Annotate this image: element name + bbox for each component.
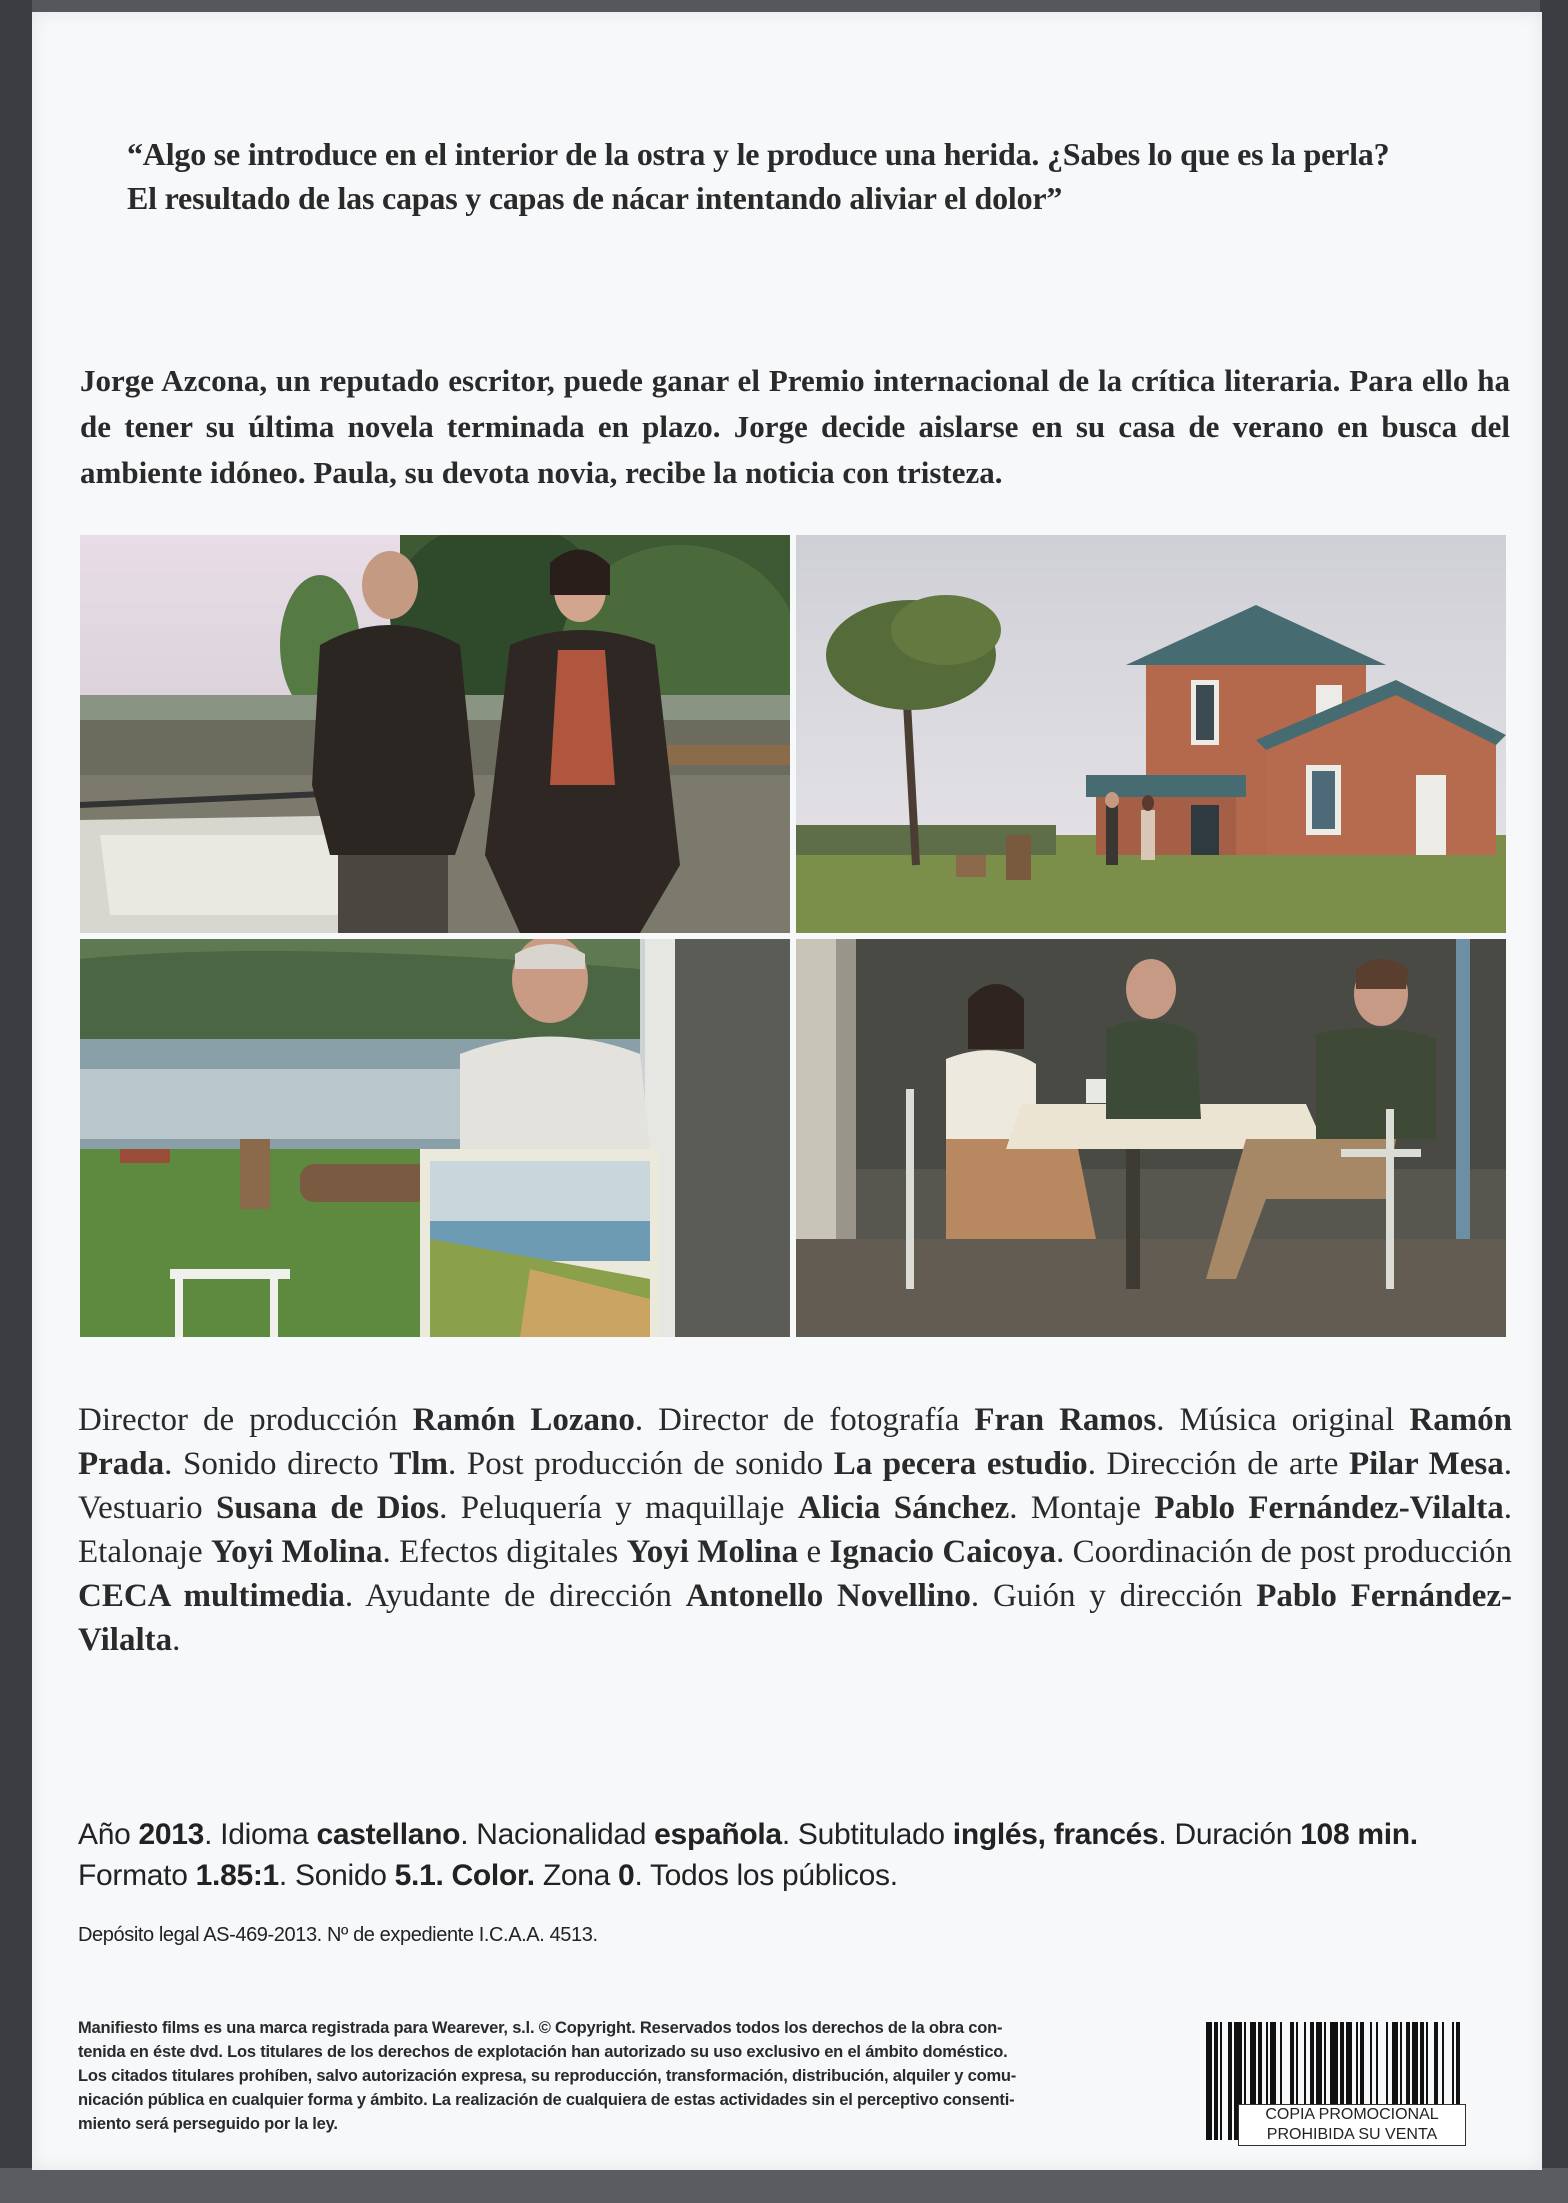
credit-name: CECA multimedia — [78, 1578, 345, 1614]
tagline-quote — [127, 132, 1507, 220]
synopsis: Jorge Azcona, un reputado escritor, puede ganar el Premio internacional de la crítica literaria. Para ello ha de tener su última novela terminada en plazo. Jorge decide aislarse en su casa de verano en busca del ambiente idóneo. Paula, su devota novia, recibe la noticia con tristeza. — [80, 363, 1510, 490]
credit-name: Susana de Dios — [216, 1490, 440, 1526]
credit-role: Etalonaje — [78, 1534, 203, 1570]
credit-role: Ayudante de dirección — [365, 1578, 672, 1614]
copyright-line: miento será perseguido por la ley. — [78, 2115, 338, 2133]
credit-name: Ignacio Caicoya — [829, 1534, 1057, 1570]
spec-value: castellano — [316, 1818, 461, 1851]
quote-line-1: “Algo se introduce en el interior de la ostra y le produce una herida. ¿Sabes lo que es la perla? — [127, 136, 1390, 172]
credit-role: Música original — [1179, 1402, 1395, 1438]
credit-name: Ramón Prada — [78, 1402, 1513, 1482]
credit-role: Coordinación de post producción — [1072, 1534, 1512, 1570]
credit-role: Vestuario — [78, 1490, 203, 1526]
credit-role: Dirección de arte — [1106, 1446, 1339, 1482]
credit-role: Director de fotografía — [658, 1402, 960, 1438]
barcode-bar — [1214, 2022, 1218, 2140]
credit-name: Pilar Mesa — [1349, 1446, 1504, 1482]
specs-line-1: Año 2013. Idioma castellano. Nacionalidad española. Subtitulado inglés, francés. Duración 108 min. — [78, 1818, 1418, 1851]
case-edge-left — [0, 0, 32, 2203]
copyright-notice — [78, 2016, 1188, 2136]
credit-name: Ramón Lozano — [412, 1402, 635, 1438]
barcode-bar — [1220, 2022, 1222, 2140]
copyright-line: nicación pública en cualquier forma y ámbito. La realización de cualquiera de estas actividades sin el perceptivo consenti- — [78, 2091, 1015, 2109]
copyright-line: Manifiesto films es una marca registrada para Wearever, s.l. © Copyright. Reservados todos los derechos de la obra con- — [78, 2019, 1003, 2037]
quote-line-2: El resultado de las capas y capas de nácar intentando aliviar el dolor” — [127, 180, 1063, 216]
credit-role: Post producción de sonido — [466, 1446, 824, 1482]
promo-label — [1238, 2104, 1466, 2146]
credit-role: Director de producción — [78, 1402, 398, 1438]
spec-value: 0 — [618, 1859, 635, 1892]
dvd-back-cover — [32, 12, 1542, 2170]
credit-role: Sonido directo — [183, 1446, 379, 1482]
specs-audience: Todos los públicos. — [649, 1859, 898, 1892]
promo-line-1: COPIA PROMOCIONAL — [1265, 2106, 1439, 2123]
spec-label: Nacionalidad — [476, 1818, 647, 1851]
specs-line-2: Formato 1.85:1. Sonido 5.1. Color. Zona 0. Todos los públicos. — [78, 1859, 898, 1892]
credit-name: Fran Ramos — [974, 1402, 1157, 1438]
spec-value: 5.1. Color. — [394, 1859, 535, 1892]
credit-name: La pecera estudio — [833, 1446, 1088, 1482]
case-edge-bottom — [0, 2168, 1568, 2203]
spec-value: española — [654, 1818, 782, 1851]
credit-role: Peluquería y maquillaje — [460, 1490, 785, 1526]
barcode-bar — [1228, 2022, 1232, 2140]
still-couple-by-boats — [80, 535, 790, 933]
credit-role: Guión y dirección — [992, 1578, 1243, 1614]
spec-label: Formato — [78, 1859, 188, 1892]
credit-name: Alicia Sánchez — [797, 1490, 1010, 1526]
still-man-with-painting — [80, 939, 790, 1337]
spec-value: 108 min. — [1300, 1818, 1418, 1851]
spec-label: Duración — [1174, 1818, 1293, 1851]
legal-deposit: Depósito legal AS-469-2013. Nº de expediente I.C.A.A. 4513. — [78, 1924, 598, 1946]
barcode-bar — [1206, 2022, 1212, 2140]
credit-name: Pablo Fernández-Vilalta — [78, 1578, 1512, 1658]
credit-role: Montaje — [1030, 1490, 1141, 1526]
copyright-line: tenida en éste dvd. Los titulares de los derechos de explotación han autorizado su uso exclusivo en el ámbito doméstico. — [78, 2043, 1008, 2061]
credit-conjunction: e — [806, 1534, 822, 1570]
credit-name: Yoyi Molina — [626, 1534, 799, 1570]
technical-specs — [78, 1814, 1518, 1896]
credit-name: Antonello Novellino — [685, 1578, 971, 1614]
credit-name: Yoyi Molina — [210, 1534, 383, 1570]
credit-role: Efectos digitales — [399, 1534, 619, 1570]
credit-name: Tlm — [389, 1446, 449, 1482]
copyright-line: Los citados titulares prohíben, salvo autorización expresa, su reproducción, transformación, distribución, alquiler y comu- — [78, 2067, 1017, 2085]
still-summer-house — [796, 535, 1506, 933]
spec-label: Subtitulado — [797, 1818, 945, 1851]
spec-value: 2013 — [138, 1818, 205, 1851]
promo-line-2: PROHIBIDA SU VENTA — [1266, 2126, 1438, 2143]
spec-value: 1.85:1 — [195, 1859, 279, 1892]
still-table-conversation — [796, 939, 1506, 1337]
case-edge-right — [1540, 0, 1568, 2203]
credit-name: Pablo Fernández-Vilalta — [1154, 1490, 1504, 1526]
spec-label: Sonido — [295, 1859, 387, 1892]
spec-label: Zona — [542, 1859, 610, 1892]
spec-value: inglés, francés — [952, 1818, 1159, 1851]
barcode — [1198, 2022, 1504, 2143]
spec-label: Año — [78, 1818, 131, 1851]
production-credits: Director de producción Ramón Lozano. Director de fotografía Fran Ramos. Música original Ramón Prada. Sonido directo Tlm. Post producción de sonido La pecera estudio. Dirección de arte Pilar Mesa. Vestuario Susana de Dios. Peluquería y maquillaje Alicia Sánchez. Montaje Pablo Fernández-Vilalta. Etalonaje Yoyi Molina. Efectos digitales Yoyi Molina e Ignacio Caicoya. Coordinación de post producción CECA multimedia. Ayudante de dirección Antonello Novellino. Guión y dirección Pablo Fernández-Vilalta. — [78, 1402, 1513, 1658]
spec-label: Idioma — [220, 1818, 309, 1851]
